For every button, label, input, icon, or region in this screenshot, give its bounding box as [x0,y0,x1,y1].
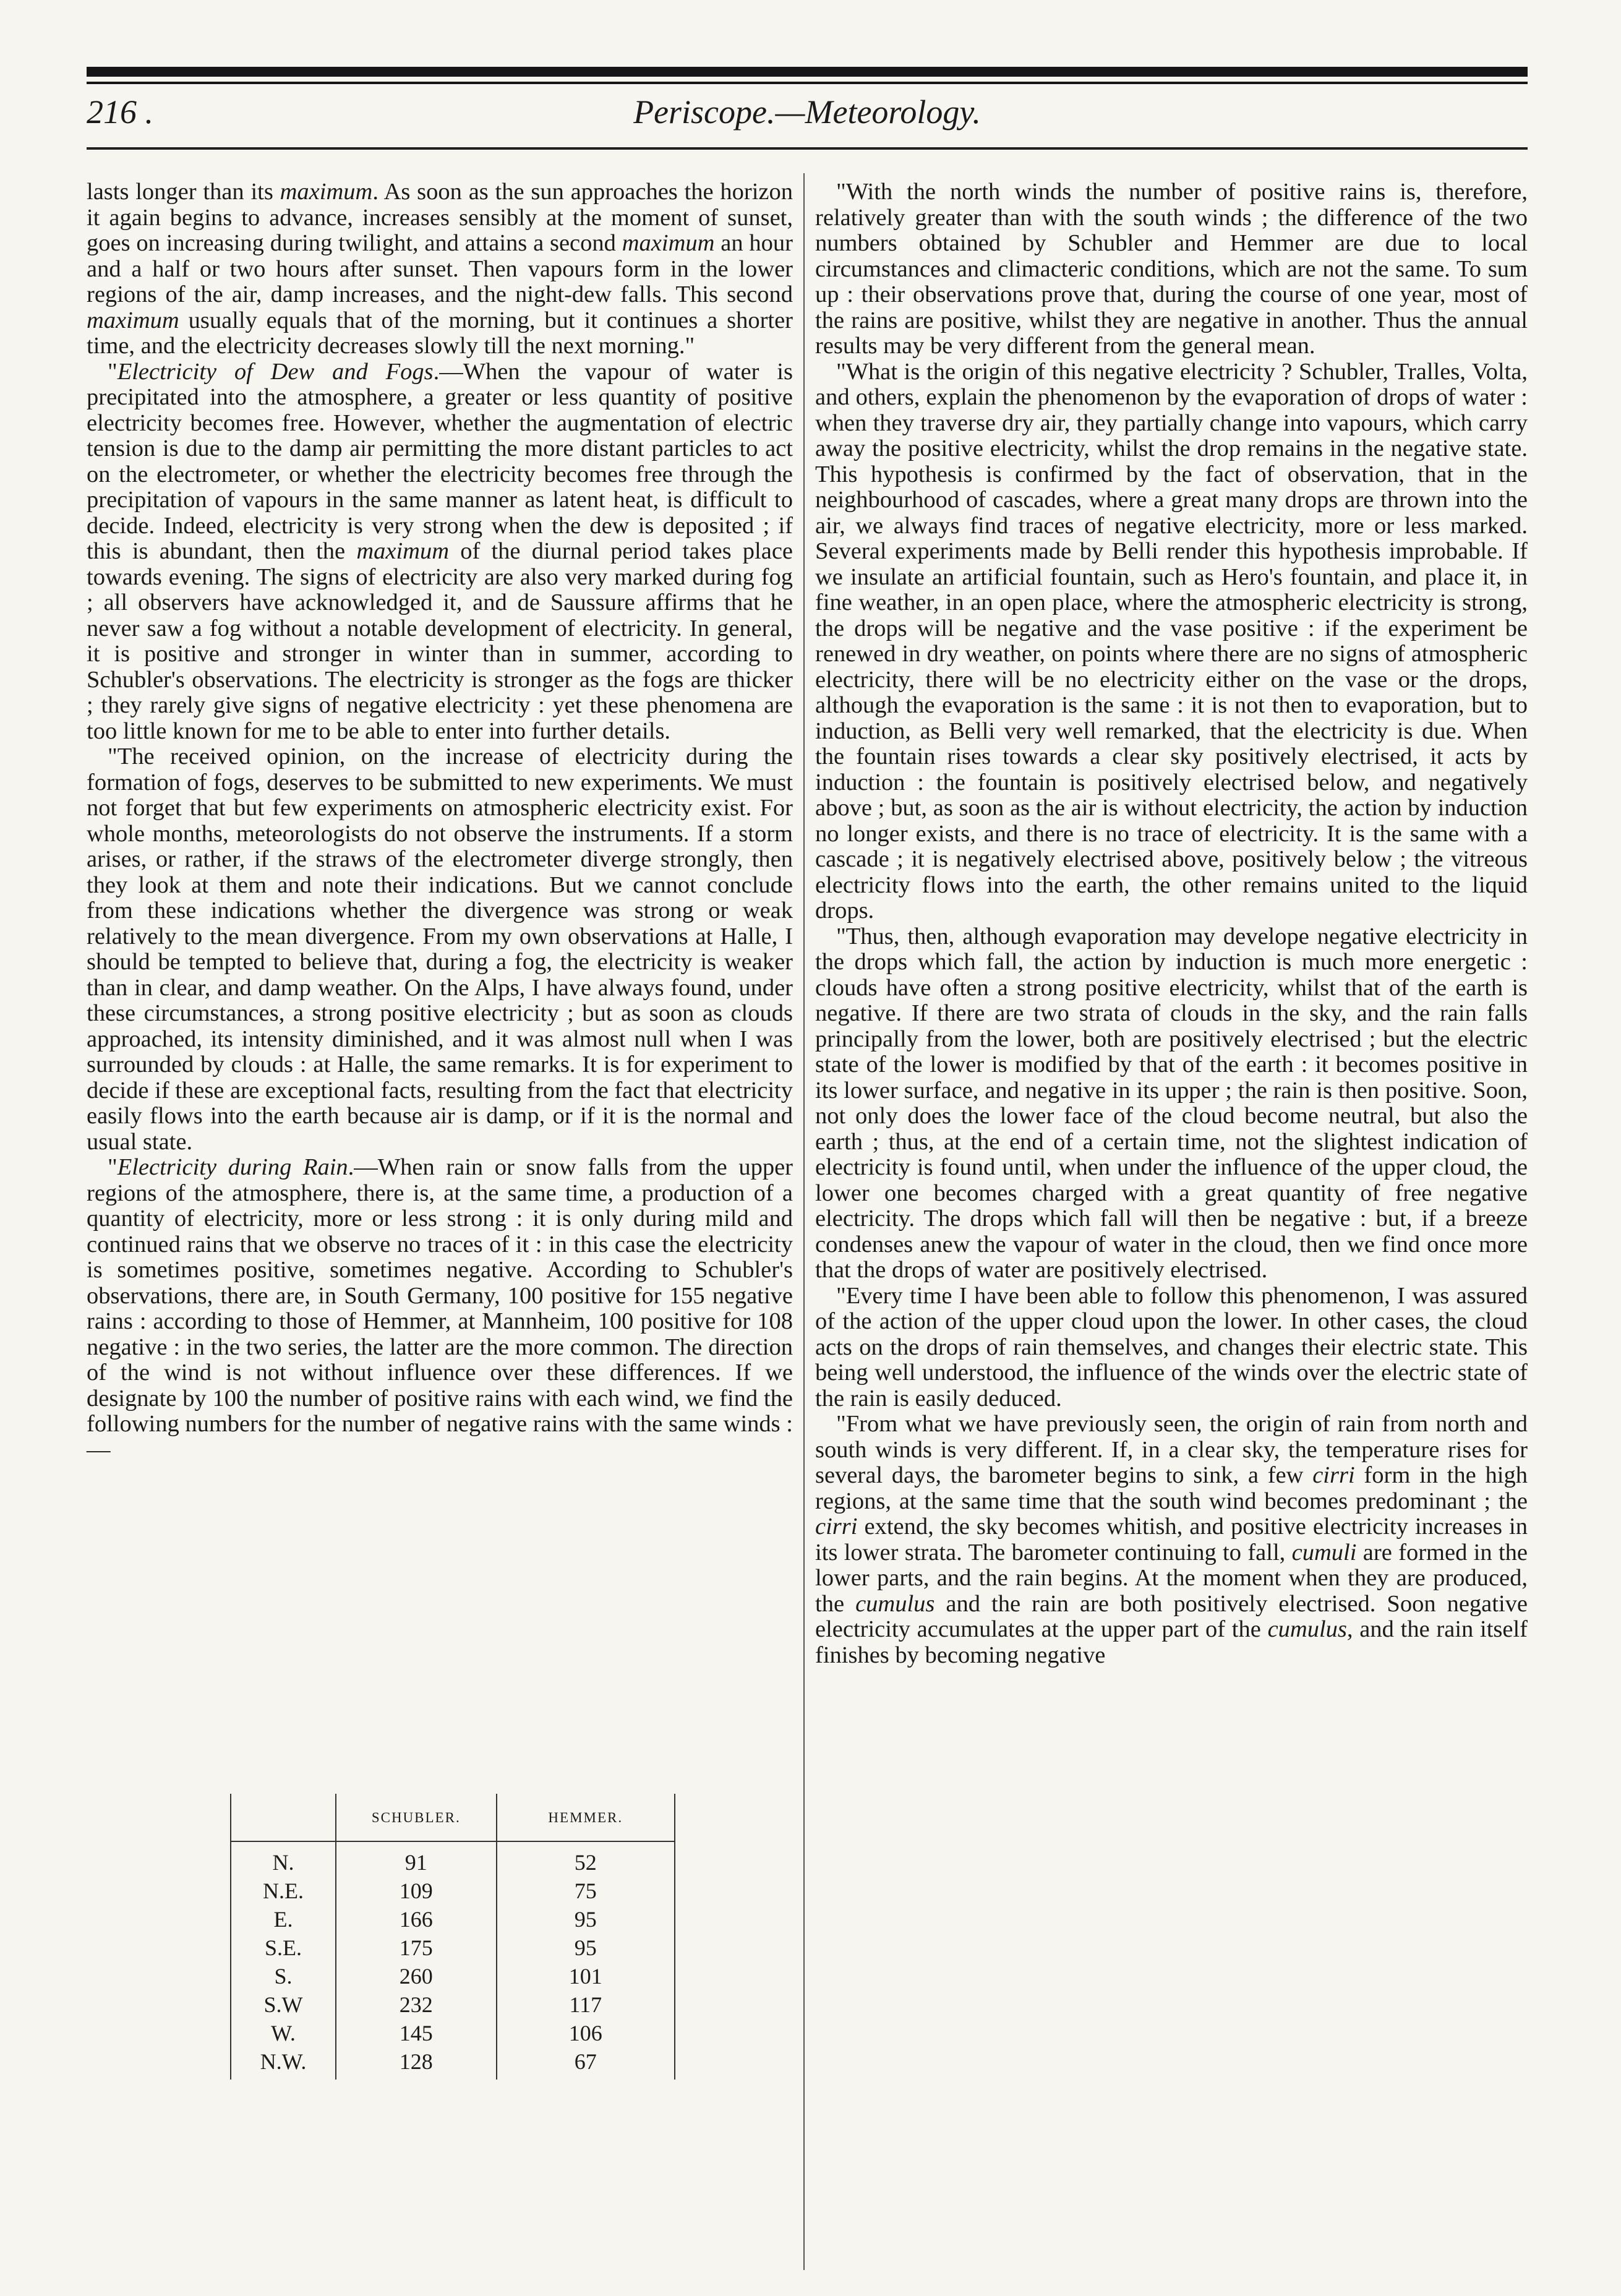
wind-cell: W. [231,2019,336,2047]
table-row [231,1877,675,1905]
top-double-rule [87,67,1528,77]
wind-cell: N.E. [231,1877,336,1905]
hemmer-cell: 75 [497,1877,675,1905]
table-row [231,2019,675,2047]
wind-cell: S.E. [231,1934,336,1962]
hemmer-cell: 106 [497,2019,675,2047]
wind-cell: N. [231,1841,336,1877]
schubler-cell: 232 [336,1990,497,2019]
paragraph: lasts longer than its maximum. As soon as the sun approaches the horizon it again begins to advance, increases sensibly at the moment of sunset, goes on increasing during twilight, and attains a second maximum an hour and a half or two hours after sunset. Then vapours form in the lower regions of the air, damp increases, and the night-dew falls. This second maximum usually equals that of the morning, but it continues a shorter time, and the electricity decreases slowly till the next morning." [87,179,793,359]
wind-cell: S.W [231,1990,336,2019]
column-divider [803,173,805,2270]
schubler-cell: 166 [336,1905,497,1934]
table-header-hemmer: HEMMER. [497,1794,675,1841]
table-header-wind [231,1794,336,1841]
table-row [231,2047,675,2080]
table-row [231,1990,675,2019]
schubler-cell: 145 [336,2019,497,2047]
hemmer-cell: 95 [497,1934,675,1962]
page-number: 216 . [87,93,153,131]
page-header [87,93,1528,142]
hemmer-cell: 52 [497,1841,675,1877]
schubler-cell: 175 [336,1934,497,1962]
schubler-cell: 260 [336,1962,497,1990]
paragraph: "Every time I have been able to follow this phenomenon, I was assured of the action of the upper cloud upon the lower. In other cases, the cloud acts on the drops of rain themselves, and changes their electric state. This being well understood, the influence of the winds over the electric state of the rain is easily deduced. [815,1282,1528,1411]
schubler-cell: 91 [336,1841,497,1877]
table-header-schubler: SCHUBLER. [336,1794,497,1841]
table-header-row [231,1794,675,1841]
paragraph: "What is the origin of this negative electricity ? Schubler, Tralles, Volta, and others, explain the phenomenon by the evaporation of drops of water : when they traverse dry air, they partially change into vapours, which carry away the positive electricity, whilst the drop remains in the negative state. This hypothesis is confirmed by the fact of observation, that in the neighbourhood of cascades, where a great many drops are thrown into the air, we always find traces of negative electricity, more or less marked. Several experiments made by Belli render this hypothesis improbable. If we insulate an artificial fountain, such as Hero's fountain, and place it, in fine weather, in an open place, where the atmospheric electricity is strong, the drops will be negative and the vase positive : if the experiment be renewed in dry weather, on points where there are no signs of atmospheric electricity, there will be no electricity either on the vase or the drops, although the evaporation is the same : it is not then to evaporation, but to induction, as Belli very well remarked, that the electricity is due. When the fountain rises towards a clear sky positively electrised, it acts by induction : the fountain is positively electrised below, and negatively above ; but, as soon as the air is without electricity, the action by induction no longer exists, and there is no trace of electricity. It is the same with a cascade ; it is negatively electrised above, positively below ; the vitreous electricity flows into the earth, the other remains united to the liquid drops. [815,358,1528,923]
table-row [231,1962,675,1990]
right-column [815,179,1528,1668]
hemmer-cell: 117 [497,1990,675,2019]
paragraph: "With the north winds the number of positive rains is, therefore, relatively greater than with the south winds ; the difference of the two numbers obtained by Schubler and Hemmer are due to local circumstances and climacteric conditions, which are not the same. To sum up : their observations prove that, during the course of one year, most of the rains are positive, whilst they are negative in another. Thus the annual results may be very different from the general mean. [815,179,1528,359]
header-rule [87,147,1528,150]
paragraph: "The received opinion, on the increase of electricity during the formation of fogs, deserves to be submitted to new experiments. We must not forget that but few experiments on atmospheric electricity exist. For whole months, meteorologists do not observe the instruments. If a storm arises, or rather, if the straws of the electrometer diverge strongly, then they look at them and note their indications. But we cannot conclude from these indications whether the divergence was strong or weak relatively to the mean divergence. From my own observations at Halle, I should be tempted to believe that, during a fog, the electricity is weaker than in clear, and damp weather. On the Alps, I have always found, under these circumstances, a strong positive electricity ; but as soon as clouds approached, its intensity diminished, and it was almost null when I was surrounded by clouds : at Halle, the same remarks. It is for experiment to decide if these are exceptional facts, resulting from the fact that electricity easily flows into the earth because air is damp, or if it is the normal and usual state. [87,743,793,1155]
wind-cell: E. [231,1905,336,1934]
wind-cell: S. [231,1962,336,1990]
hemmer-cell: 67 [497,2047,675,2080]
schubler-cell: 109 [336,1877,497,1905]
negative-rains-table [230,1794,675,2080]
running-title: Periscope.—Meteorology. [633,93,981,131]
table-row [231,1841,675,1877]
left-column [87,179,793,1463]
wind-cell: N.W. [231,2047,336,2080]
hemmer-cell: 101 [497,1962,675,1990]
schubler-cell: 128 [336,2047,497,2080]
paragraph: "Electricity of Dew and Fogs.—When the vapour of water is precipitated into the atmosphere, a greater or less quantity of positive electricity becomes free. However, whether the augmentation of electric tension is due to the damp air permitting the more distant particles to act on the electrometer, or whether the electricity becomes free through the precipitation of vapours in the same manner as latent heat, is difficult to decide. Indeed, electricity is very strong when the dew is deposited ; if this is abundant, then the maximum of the diurnal period takes place towards evening. The signs of electricity are also very marked during fog ; all observers have acknowledged it, and de Saussure affirms that he never saw a fog without a notable development of electricity. In general, it is positive and stronger in winter than in summer, according to Schubler's observations. The electricity is stronger as the fogs are thicker ; they rarely give signs of negative electricity : yet these phenomena are too little known for me to be able to enter into further details. [87,358,793,744]
hemmer-cell: 95 [497,1905,675,1934]
table-row [231,1905,675,1934]
top-thin-rule [87,82,1528,84]
paragraph: "Thus, then, although evaporation may develope negative electricity in the drops which fall, the action by induction is much more energetic : clouds have often a strong positive electricity, whilst that of the earth is negative. If there are two strata of clouds in the sky, and the rain falls principally from the lower, both are positively electrised ; but the electric state of the lower is modified by that of the earth : it becomes positive in its lower surface, and negative in its upper ; the rain is then positive. Soon, not only does the lower face of the cloud become neutral, but also the earth ; thus, at the end of a certain time, not the slightest indication of electricity is found until, when under the influence of the upper cloud, the lower one becomes charged with a great quantity of free negative electricity. The drops which fall will then be negative : but, if a breeze condenses anew the vapour of water in the cloud, then we find once more that the drops of water are positively electrised. [815,923,1528,1283]
paragraph: "Electricity during Rain.—When rain or snow falls from the upper regions of the atmosphere, there is, at the same time, a production of a quantity of electricity, more or less strong : it is only during mild and continued rains that we observe no traces of it : in this case the electricity is sometimes positive, sometimes negative. According to Schubler's observations, there are, in South Germany, 100 positive for 155 negative rains : according to those of Hemmer, at Mannheim, 100 positive for 108 negative : in the two series, the latter are the more common. The direction of the wind is not without influence over these differences. If we designate by 100 the number of positive rains with each wind, we find the following numbers for the number of negative rains with the same winds :— [87,1154,793,1463]
paragraph: "From what we have previously seen, the origin of rain from north and south winds is very different. If, in a clear sky, the temperature rises for several days, the barometer begins to sink, a few cirri form in the high regions, at the same time that the south wind becomes predominant ; the cirri extend, the sky becomes whitish, and positive electricity increases in its lower strata. The barometer continuing to fall, cumuli are formed in the lower parts, and the rain begins. At the moment when they are produced, the cumulus and the rain are both positively electrised. Soon negative electricity accumulates at the upper part of the cumulus, and the rain itself finishes by becoming negative [815,1411,1528,1668]
table-row [231,1934,675,1962]
